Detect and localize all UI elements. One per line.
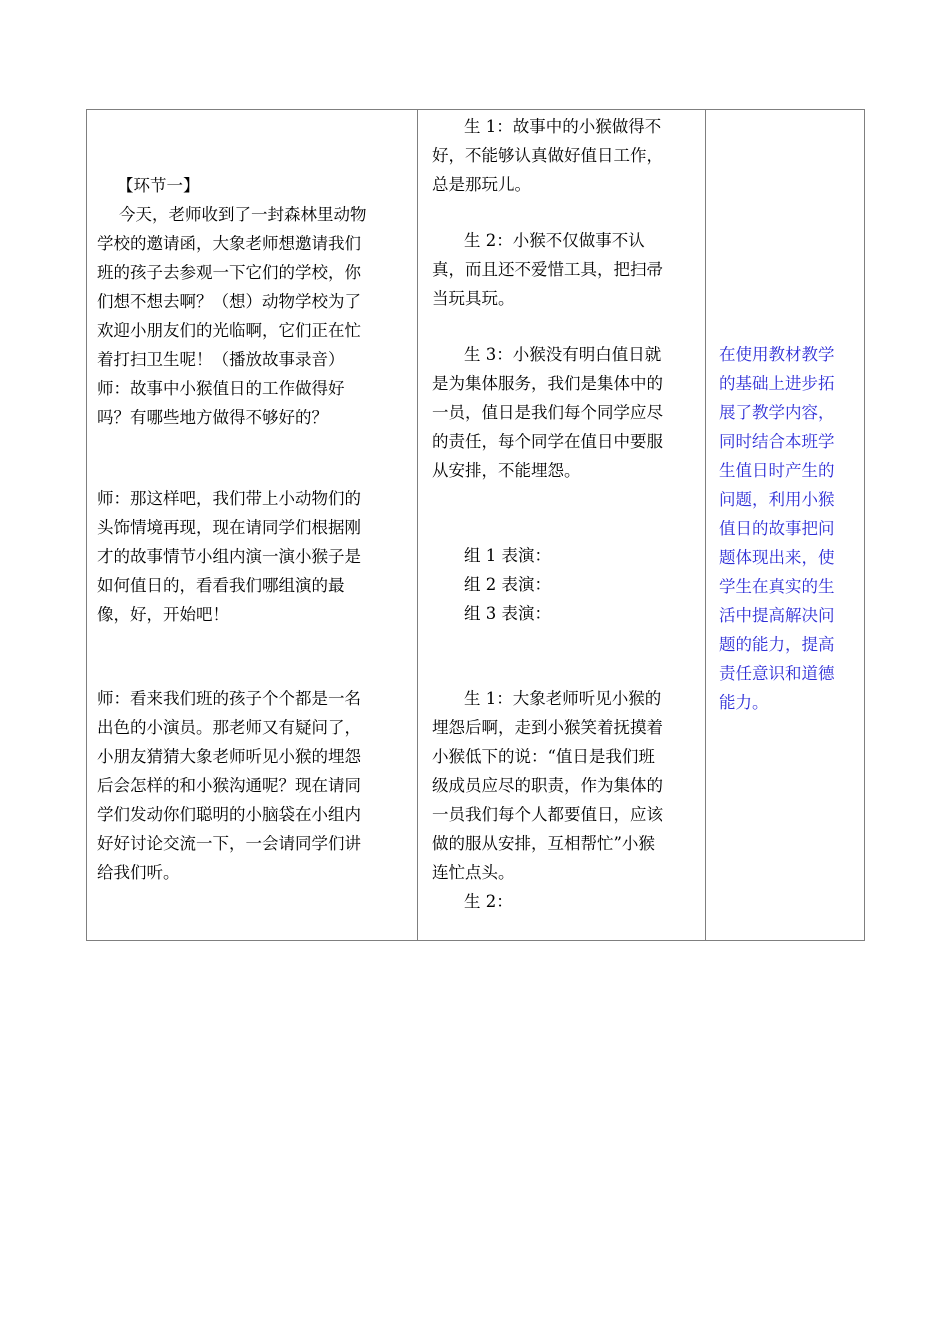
text-line: 像，好，开始吧！ (97, 605, 229, 624)
student-answer-2 (432, 226, 663, 313)
text-line: 级成员应尽的职责，作为集体的 (432, 776, 663, 795)
text-line: 做的服从安排，互相帮忙”小猴 (432, 834, 655, 853)
text-line: 欢迎小朋友们的光临啊，它们正在忙 (97, 321, 361, 340)
intro-paragraph (97, 200, 367, 432)
lesson-plan-table (86, 109, 865, 941)
text-line: 展了教学内容， (719, 403, 835, 422)
design-note (719, 340, 835, 717)
text-line: 如何值日的，看看我们哪组演的最 (97, 576, 345, 595)
teacher-activity-cell (87, 110, 418, 941)
text-line: 生 3：小猴没有明白值日就 (464, 345, 662, 364)
text-line: 们想不想去啊？（想）动物学校为了 (97, 292, 361, 311)
text-line: 好好讨论交流一下，一会请同学们讲 (97, 834, 361, 853)
text-line: 着打扫卫生呢！（播放故事录音） (97, 350, 345, 369)
text-line: 师：看来我们班的孩子个个都是一名 (97, 689, 361, 708)
text-line: 后会怎样的和小猴沟通呢？现在请同 (97, 776, 361, 795)
text-line: 头饰情境再现，现在请同学们根据刚 (97, 518, 361, 537)
text-line: 组 2 表演： (464, 575, 551, 594)
text-line: 学们发动你们聪明的小脑袋在小组内 (97, 805, 361, 824)
text-line: 生 1：故事中的小猴做得不 (464, 117, 662, 136)
text-line: 当玩具玩。 (432, 289, 515, 308)
text-line: 师：故事中小猴值日的工作做得好 (97, 379, 345, 398)
text-line: 能力。 (719, 693, 769, 712)
student-answer-discussion (432, 684, 663, 916)
text-line: 责任意识和道德 (719, 664, 835, 683)
text-line: 问题，利用小猴 (719, 490, 835, 509)
perform-paragraph (97, 484, 361, 629)
design-intent-cell (706, 110, 865, 941)
text-line: 出色的小演员。那老师又有疑问了， (97, 718, 361, 737)
text-line: 好，不能够认真做好值日工作， (432, 146, 663, 165)
text-line: 真，而且还不爱惜工具，把扫帚 (432, 260, 663, 279)
discuss-paragraph (97, 684, 361, 887)
text-line: 学校的邀请函，大象老师想邀请我们 (97, 234, 361, 253)
group-performances (464, 541, 551, 628)
text-line: 活中提高解决问 (719, 606, 835, 625)
text-line: 生 2：小猴不仅做事不认 (464, 231, 645, 250)
text-line: 班的孩子去参观一下它们的学校，你 (97, 263, 361, 282)
text-line: 在使用教材教学 (719, 345, 835, 364)
text-line: 师：那这样吧，我们带上小动物们的 (97, 489, 361, 508)
text-line: 小猴低下的说：“值日是我们班 (432, 747, 655, 766)
text-line: 总是那玩儿。 (432, 175, 531, 194)
text-line: 同时结合本班学 (719, 432, 835, 451)
text-line: 的基础上进步拓 (719, 374, 835, 393)
text-line: 的责任，每个同学在值日中要服 (432, 432, 663, 451)
text-line: 是为集体服务，我们是集体中的 (432, 374, 663, 393)
text-line: 生 1：大象老师听见小猴的 (464, 689, 662, 708)
section-title-text: 【环节一】 (117, 176, 200, 195)
text-line: 组 3 表演： (464, 604, 551, 623)
text-line: 生 2： (464, 892, 513, 911)
student-activity-cell (418, 110, 706, 941)
text-line: 从安排，不能埋怨。 (432, 461, 581, 480)
text-line: 值日的故事把问 (719, 519, 835, 538)
table-row (87, 110, 865, 941)
text-line: 题的能力，提高 (719, 635, 835, 654)
text-line: 学生在真实的生 (719, 577, 835, 596)
text-line: 今天，老师收到了一封森林里动物 (119, 205, 367, 224)
text-line: 小朋友猜猜大象老师听见小猴的埋怨 (97, 747, 361, 766)
text-line: 一员我们每个人都要值日，应该 (432, 805, 663, 824)
text-line: 题体现出来，使 (719, 548, 835, 567)
text-line: 组 1 表演： (464, 546, 551, 565)
text-line: 才的故事情节小组内演一演小猴子是 (97, 547, 361, 566)
student-answer-3 (432, 340, 663, 485)
text-line: 吗？有哪些地方做得不够好的？ (97, 408, 328, 427)
text-line: 给我们听。 (97, 863, 180, 882)
text-line: 埋怨后啊，走到小猴笑着抚摸着 (432, 718, 663, 737)
student-answer-1 (432, 112, 663, 199)
section-title (117, 171, 200, 200)
text-line: 一员，值日是我们每个同学应尽 (432, 403, 663, 422)
text-line: 连忙点头。 (432, 863, 515, 882)
text-line: 生值日时产生的 (719, 461, 835, 480)
